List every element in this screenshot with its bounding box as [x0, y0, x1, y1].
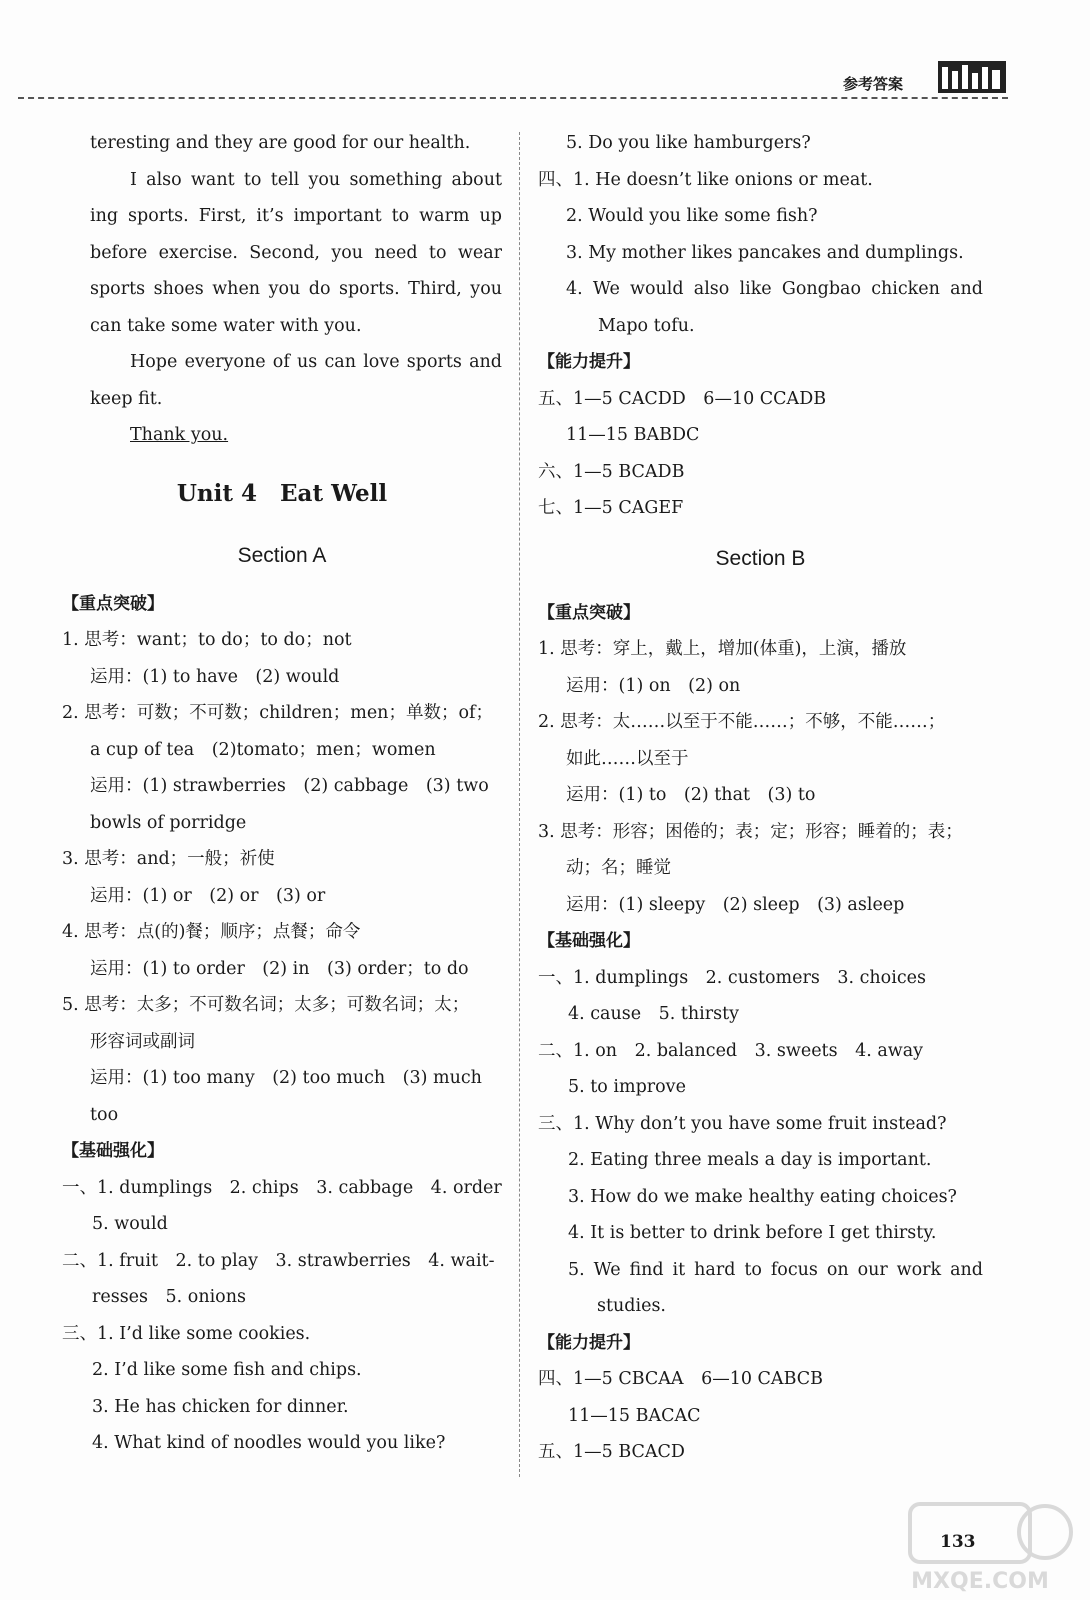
answer-line: 5. Do you like hamburgers? [566, 133, 811, 153]
text-line: I also want to tell you something about [130, 169, 502, 190]
section-title: Section B [715, 546, 806, 570]
answer-line: 3. He has chicken for dinner. [92, 1396, 349, 1417]
answer-line: 3. My mother likes pancakes and dumplings. [566, 242, 964, 263]
answer-line: 一、1. dumplings 2. customers 3. choices [538, 967, 926, 988]
left-column [62, 125, 502, 1462]
answer-line: Mapo tofu. [598, 315, 695, 336]
answer-line: 运用：(1) too many (2) too much (3) much [90, 1068, 482, 1088]
section-tag: 【能力提升】 [538, 1332, 640, 1353]
section-tag: 【重点突破】 [62, 593, 164, 614]
answer-line: 1. 思考：穿上，戴上，增加(体重)，上演，播放 [538, 639, 907, 659]
answer-line: 2. Eating three meals a day is important. [568, 1150, 932, 1170]
unit-title: Unit 4 Eat Well [176, 479, 388, 507]
answer-line: 11—15 BACAC [568, 1405, 701, 1426]
header-logo-icon [938, 57, 1006, 97]
answer-line: 形容词或副词 [90, 1031, 195, 1052]
header-title: 参考答案 [843, 75, 904, 93]
answer-line: 三、1. Why don’t you have some fruit instead? [538, 1113, 947, 1134]
answer-line: 三、1. I’d like some cookies. [62, 1323, 311, 1344]
answer-line: 运用：(1) sleepy (2) sleep (3) asleep [566, 894, 905, 915]
answer-line: 运用：(1) on (2) on [566, 675, 741, 696]
header-divider [18, 97, 1008, 99]
answer-line: 运用：(1) to (2) that (3) to [566, 785, 816, 805]
answer-line: 4. 思考：点(的)餐；顺序；点餐；命令 [62, 922, 361, 942]
answer-line: 运用：(1) strawberries (2) cabbage (3) two [90, 776, 489, 796]
answer-line: 2. 思考：可数；不可数；children；men；单数；of； [62, 703, 493, 723]
answer-line: 四、1. He doesn’t like onions or meat. [538, 169, 873, 190]
answer-line: 运用：(1) to order (2) in (3) order；to do [90, 958, 469, 979]
answer-line: 运用：(1) or (2) or (3) or [90, 885, 326, 906]
text-line: Hope everyone of us can love sports and [130, 352, 502, 372]
answer-line: 3. 思考：形容；困倦的；表；定；形容；睡着的；表； [538, 821, 963, 842]
answer-line: 4. cause 5. thirsty [568, 1004, 740, 1024]
text-line: before exercise. Second, you need to wear [90, 242, 502, 263]
answer-line: 5. would [92, 1214, 168, 1234]
answer-line: studies. [597, 1296, 666, 1316]
answer-line: 3. 思考：and；一般；祈使 [62, 849, 275, 869]
section-tag: 【基础强化】 [62, 1141, 164, 1161]
watermark-logo-icon [880, 1500, 1080, 1595]
page-number: 133 [940, 1532, 976, 1552]
answer-line: 5. We find it hard to focus on our work and [568, 1259, 983, 1280]
answer-line: 1. 思考：want；to do；to do；not [62, 630, 352, 650]
section-title: Section A [237, 543, 327, 567]
answer-line: 五、1—5 BCACD [538, 1442, 685, 1462]
answer-line: 运用：(1) to have (2) would [90, 666, 340, 687]
answer-line: 4. We would also like Gongbao chicken and [566, 279, 983, 299]
text-line: can take some water with you. [90, 315, 362, 336]
answer-line: 二、1. on 2. balanced 3. sweets 4. away [538, 1040, 924, 1061]
answer-line: 二、1. fruit 2. to play 3. strawberries 4. wait- [62, 1250, 495, 1271]
answer-line: 2. 思考：太……以至于不能……；不够，不能……； [538, 712, 946, 732]
column-divider [519, 132, 520, 1477]
section-tag: 【基础强化】 [538, 931, 640, 951]
answer-line: 五、1—5 CACDD 6—10 CCADB [538, 388, 827, 409]
watermark-text: MXQE.COM [911, 1569, 1049, 1594]
answer-line: a cup of tea (2)tomato；men；women [90, 739, 436, 760]
answer-line: 动；名；睡觉 [566, 858, 671, 878]
right-column [538, 125, 983, 1471]
answer-line: 11—15 BABDC [566, 425, 700, 445]
answer-line: 七、1—5 CAGEF [538, 498, 684, 518]
answer-line: 如此……以至于 [566, 748, 689, 769]
answer-line: 四、1—5 CBCAA 6—10 CABCB [538, 1369, 823, 1389]
text-line: sports shoes when you do sports. Third, you [90, 279, 502, 299]
section-tag: 【能力提升】 [538, 352, 640, 372]
answer-line: 5. 思考：太多；不可数名词；太多；可数名词；太； [62, 995, 470, 1015]
answer-line: 3. How do we make healthy eating choices? [568, 1186, 957, 1207]
answer-line: bowls of porridge [90, 812, 247, 833]
answer-line: too [90, 1104, 119, 1125]
closing-text: Thank you. [130, 425, 229, 445]
answer-line: 一、1. dumplings 2. chips 3. cabbage 4. order [62, 1177, 502, 1198]
section-tag: 【重点突破】 [538, 602, 640, 623]
answer-line: 4. It is better to drink before I get thirsty. [568, 1223, 937, 1243]
answer-line: 六、1—5 BCADB [538, 461, 685, 482]
text-line: teresting and they are good for our health. [90, 133, 471, 153]
answer-line: 2. Would you like some fish? [566, 206, 818, 226]
answer-line: 2. I’d like some fish and chips. [92, 1360, 362, 1380]
answer-line: 4. What kind of noodles would you like? [92, 1433, 446, 1453]
text-line: keep fit. [90, 388, 163, 409]
answer-line: resses 5. onions [92, 1287, 246, 1307]
answer-line: 5. to improve [568, 1077, 686, 1097]
text-line: ing sports. First, it’s important to warm up [90, 206, 502, 226]
